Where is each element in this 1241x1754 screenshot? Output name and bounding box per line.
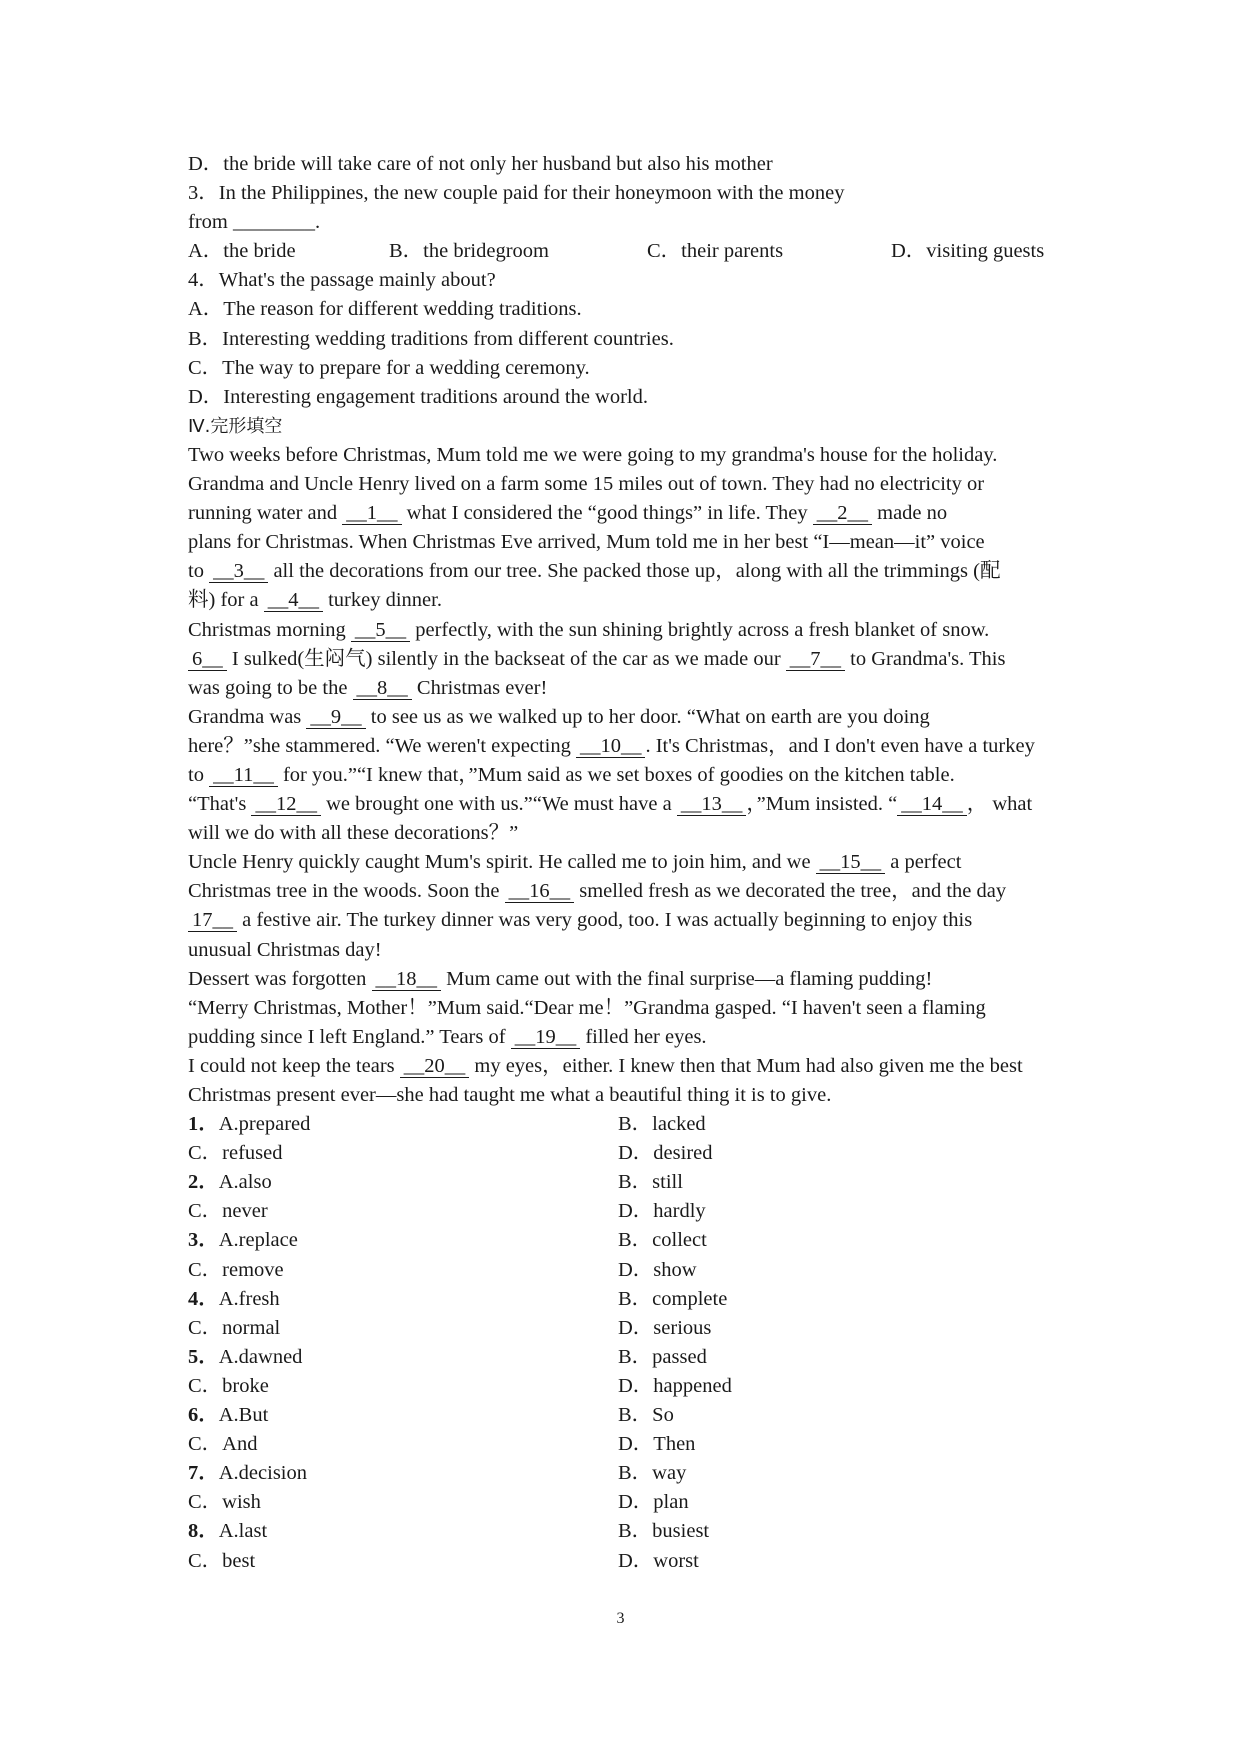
choice-7-d: D．plan [618, 1491, 689, 1514]
passage-line: Grandma and Uncle Henry lived on a farm some 15 miles out of town. They had no electricity or [188, 473, 985, 496]
choice-5-b: B．passed [618, 1345, 707, 1368]
choice-7-a: 7．A.decision [188, 1462, 307, 1485]
passage-line: will we do with all these decorations？” [188, 822, 519, 845]
passage-line: running water and __1__ what I considered the “good things” in life. They __2__ made no [188, 502, 948, 525]
choice-1-b: B．lacked [618, 1113, 706, 1136]
choice-6-b: B．So [618, 1404, 674, 1427]
passage-line: Christmas tree in the woods. Soon the __16__ smelled fresh as we decorated the tree，and the day [188, 880, 1007, 903]
choice-3-b: B．collect [618, 1229, 707, 1252]
choice-7-b: B．way [618, 1462, 687, 1485]
blank-12: __12__ [251, 793, 321, 816]
passage-line: Uncle Henry quickly caught Mum's spirit. He called me to join him, and we __15__ a perfect [188, 851, 962, 874]
answer-choices [188, 1110, 1118, 1576]
choice-8-d: D．worst [618, 1549, 699, 1572]
question-3-options [188, 237, 1118, 266]
choice-2-b: B．still [618, 1171, 683, 1194]
question-3-stem-continued: from ________. [188, 211, 321, 234]
blank-19: __19__ [511, 1026, 581, 1049]
blank-14: __14__ [897, 793, 967, 816]
passage-line: Dessert was forgotten __18__ Mum came out with the final surprise—a flaming pudding! [188, 967, 933, 990]
question-4-option-a: A．The reason for different wedding traditions. [188, 298, 582, 321]
passage-line: 17__ a festive air. The turkey dinner was very good, too. I was actually beginning to enjoy this [188, 906, 1118, 935]
choice-7-c: C．wish [188, 1491, 261, 1514]
passage-line: plans for Christmas. When Christmas Eve arrived, Mum told me in her best “I—mean—it” voice [188, 531, 985, 554]
choice-5-a: 5．A.dawned [188, 1345, 303, 1368]
option-d: D．visiting guests [891, 240, 1045, 263]
blank-18: __18__ [372, 968, 442, 991]
passage-line: I could not keep the tears __20__ my eyes，either. I knew then that Mum had also given me the best [188, 1054, 1023, 1077]
choice-5-c: C．broke [188, 1374, 269, 1397]
cloze-passage [188, 441, 1118, 1110]
blank-17: 17__ [188, 909, 237, 932]
blank-13: __13__ [677, 793, 747, 816]
blank-7: __7__ [786, 648, 845, 671]
choice-1-c: C．refused [188, 1142, 283, 1165]
blank-8: __8__ [353, 677, 412, 700]
option-a: A．the bride [188, 240, 296, 263]
blank-10: __10__ [576, 735, 646, 758]
question-4-option-b: B．Interesting wedding traditions from different countries. [188, 327, 674, 350]
choice-2-c: C．never [188, 1200, 268, 1223]
choice-5-d: D．happened [618, 1374, 732, 1397]
blank-11: __11__ [209, 764, 278, 787]
passage-line: “That's __12__ we brought one with us.”“We must have a __13__ ，”Mum insisted. “ __14__ ， what [188, 793, 1033, 816]
section-title: Ⅳ.完形填空 [188, 415, 283, 437]
choice-3-a: 3．A.replace [188, 1229, 298, 1252]
blank-4: __4__ [264, 589, 323, 612]
blank-6: 6__ [188, 648, 227, 671]
choice-4-a: 4．A.fresh [188, 1287, 280, 1310]
document-page [188, 150, 1118, 1576]
choice-2-d: D．hardly [618, 1200, 706, 1223]
choice-8-c: C．best [188, 1549, 256, 1572]
blank-5: __5__ [351, 619, 410, 642]
passage-line: 6__ I sulked(生闷气) silently in the backseat of the car as we made our __7__ to Grandma's. This [188, 645, 1118, 674]
passage-line: Christmas present ever—she had taught me what a beautiful thing it is to give. [188, 1084, 832, 1106]
blank-16: __16__ [505, 880, 575, 903]
blank-3: __3__ [209, 560, 268, 583]
blank-1: __1__ [342, 502, 401, 525]
choice-2-a: 2．A.also [188, 1171, 272, 1194]
question-4-option-c: C．The way to prepare for a wedding ceremony. [188, 356, 590, 379]
choice-1-d: D．desired [618, 1142, 713, 1165]
question-4-option-d: D．Interesting engagement traditions around the world. [188, 385, 648, 408]
blank-20: __20__ [400, 1055, 470, 1078]
blank-2: __2__ [813, 502, 872, 525]
question-4-stem: 4．What's the passage mainly about? [188, 269, 496, 292]
choice-4-b: B．complete [618, 1287, 728, 1310]
passage-line: to __3__ all the decorations from our tree. She packed those up，along with all the trimmings (配 [188, 560, 1001, 583]
choice-4-c: C．normal [188, 1316, 281, 1339]
choice-8-a: 8．A.last [188, 1520, 268, 1543]
blank-9: __9__ [306, 706, 365, 729]
passage-line: to __11__ for you.”“I knew that，”Mum said as we set boxes of goodies on the kitchen table. [188, 763, 955, 786]
passage-line: Christmas morning __5__ perfectly, with the sun shining brightly across a fresh blanket of snow. [188, 618, 990, 641]
choice-4-d: D．serious [618, 1316, 712, 1339]
choice-1-a: 1．A.prepared [188, 1113, 311, 1136]
passage-line: “Merry Christmas, Mother！”Mum said.“Dear me！”Grandma gasped. “I haven't seen a flaming [188, 996, 986, 1019]
choice-3-c: C．remove [188, 1258, 284, 1281]
passage-line: was going to be the __8__ Christmas ever! [188, 676, 548, 699]
choice-6-c: C．And [188, 1433, 258, 1456]
choice-6-d: D．Then [618, 1433, 696, 1456]
option-b: B．the bridegroom [389, 240, 549, 263]
choice-6-a: 6．A.But [188, 1404, 269, 1427]
page-number: 3 [616, 1610, 625, 1627]
passage-line: here？”she stammered. “We weren't expecting __10__ . It's Christmas，and I don't even have a turkey [188, 734, 1035, 757]
question-2-option-d: D．the bride will take care of not only her husband but also his mother [188, 153, 773, 175]
passage-line: Grandma was __9__ to see us as we walked up to her door. “What on earth are you doing [188, 705, 930, 728]
choice-8-b: B．busiest [618, 1520, 710, 1543]
question-3-stem: 3．In the Philippines, the new couple paid for their honeymoon with the money [188, 182, 845, 205]
choice-3-d: D．show [618, 1258, 697, 1281]
blank-15: __15__ [816, 851, 886, 874]
passage-line: Two weeks before Christmas, Mum told me we were going to my grandma's house for the holiday. [188, 443, 998, 466]
option-c: C．their parents [647, 240, 784, 263]
passage-line: unusual Christmas day! [188, 938, 382, 961]
passage-line: 料) for a __4__ turkey dinner. [188, 589, 442, 612]
passage-line: pudding since I left England.” Tears of __19__ filled her eyes. [188, 1025, 707, 1048]
